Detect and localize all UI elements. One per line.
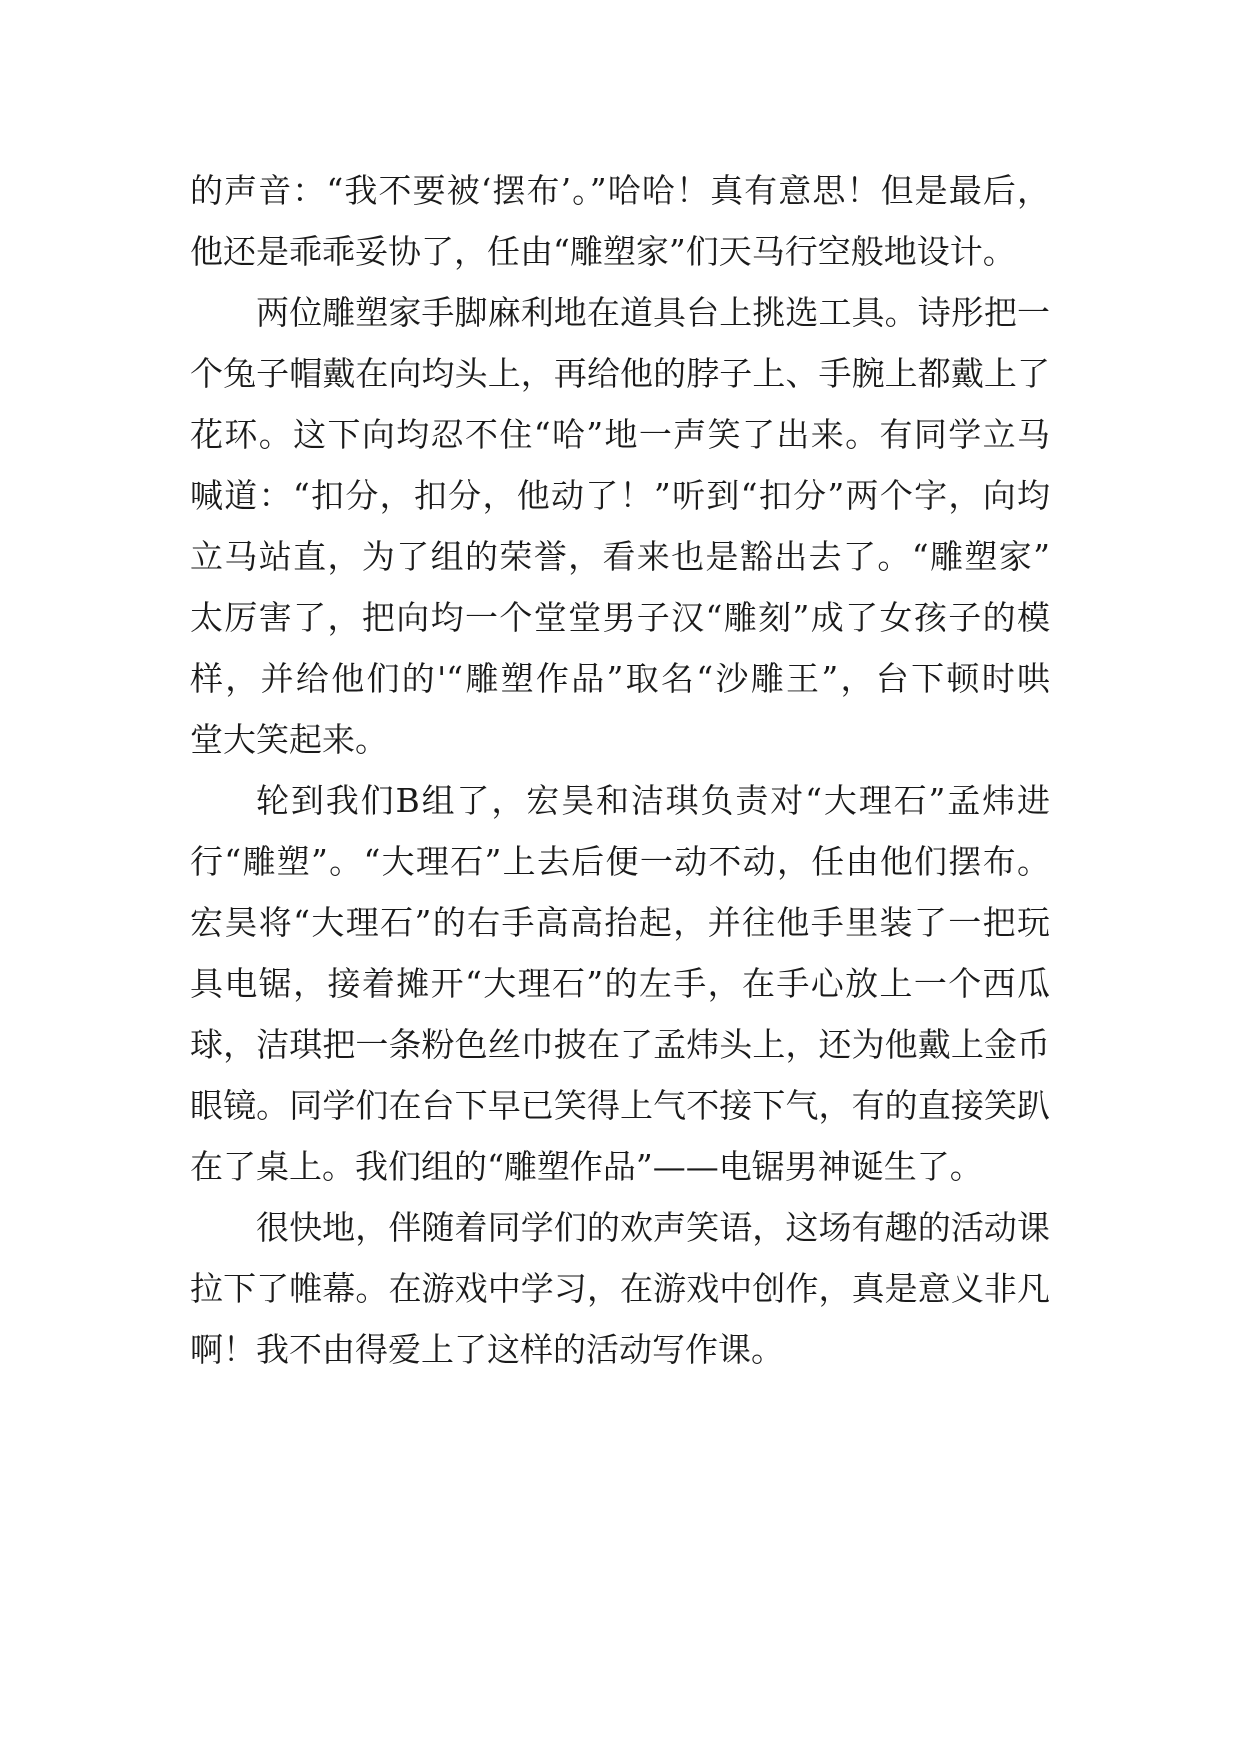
paragraph xyxy=(190,770,1050,1197)
text-line: 样，并给他们的'“雕塑作品”取名“沙雕王”，台下顿时哄 xyxy=(190,659,1050,698)
text-line: 啊！我不由得爱上了这样的活动写作课。 xyxy=(190,1330,784,1369)
text-line: 立马站直，为了组的荣誉，看来也是豁出去了。“雕塑家” xyxy=(190,537,1050,576)
text-line: 太厉害了，把向均一个堂堂男子汉“雕刻”成了女孩子的模 xyxy=(190,598,1050,637)
text-body xyxy=(190,160,1050,1380)
text-line: 眼镜。同学们在台下早已笑得上气不接下气，有的直接笑趴 xyxy=(190,1086,1050,1125)
text-line: 行“雕塑”。“大理石”上去后便一动不动，任由他们摆布。 xyxy=(190,842,1050,881)
text-line: 具电锯，接着摊开“大理石”的左手，在手心放上一个西瓜 xyxy=(190,964,1050,1003)
text-line: 的声音：“我不要被‘摆布’。”哈哈！真有意思！但是最后， xyxy=(190,171,1050,210)
text-line: 他还是乖乖妥协了，任由“雕塑家”们天马行空般地设计。 xyxy=(190,232,1016,271)
text-line: 宏昊将“大理石”的右手高高抬起，并往他手里装了一把玩 xyxy=(190,903,1050,942)
text-line: 喊道：“扣分，扣分，他动了！”听到“扣分”两个字，向均 xyxy=(190,476,1050,515)
paragraph xyxy=(190,160,1050,282)
text-line: 轮到我们B组了，宏昊和洁琪负责对“大理石”孟炜进 xyxy=(256,781,1050,820)
text-line: 在了桌上。我们组的“雕塑作品”——电锯男神诞生了。 xyxy=(190,1147,983,1186)
text-line: 两位雕塑家手脚麻利地在道具台上挑选工具。诗彤把一 xyxy=(256,293,1050,332)
text-line: 个兔子帽戴在向均头上，再给他的脖子上、手腕上都戴上了 xyxy=(190,354,1050,393)
text-line: 球，洁琪把一条粉色丝巾披在了孟炜头上，还为他戴上金币 xyxy=(190,1025,1050,1064)
paragraph xyxy=(190,282,1050,770)
text-line: 拉下了帷幕。在游戏中学习，在游戏中创作，真是意义非凡 xyxy=(190,1269,1050,1308)
text-line: 堂大笑起来。 xyxy=(190,720,388,759)
paragraph xyxy=(190,1197,1050,1380)
text-line: 很快地，伴随着同学们的欢声笑语，这场有趣的活动课 xyxy=(256,1208,1050,1247)
text-line: 花环。这下向均忍不住“哈”地一声笑了出来。有同学立马 xyxy=(190,415,1050,454)
